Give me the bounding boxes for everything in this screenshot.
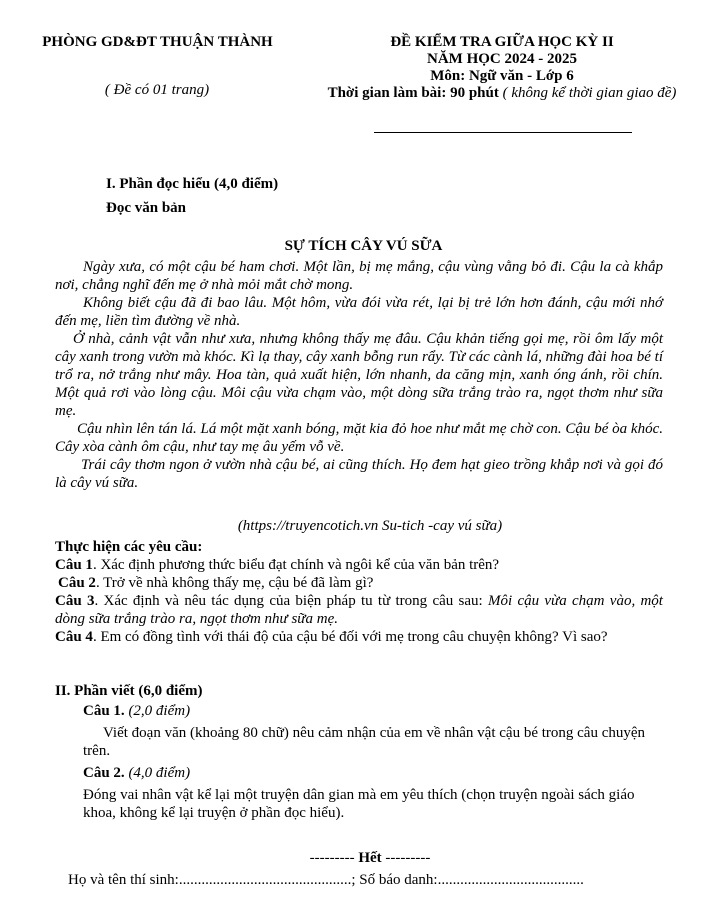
end-dashes: --------- [309,850,355,866]
candidate-info: Họ và tên thí sinh:..............................................; Số báo danh:....................................... [68,872,584,888]
writing-q2-heading [55,764,663,782]
part1-title: I. Phần đọc hiểu (4,0 điểm) [106,176,279,192]
question-label: Câu 4 [55,629,93,645]
question-label: Câu 3 [55,593,95,609]
exam-header [306,34,698,102]
school-year: NĂM HỌC 2024 - 2025 [427,51,577,67]
writing-q1-heading [55,702,663,720]
header-underline [374,132,632,133]
story-title: SỰ TÍCH CÂY VÚ SỮA [284,238,443,254]
question-quote: Môi cậu vừa chạm vào, một dòng sữa trắng trào ra, ngọt thơm như sữa mẹ. [55,593,663,627]
tasks-section [55,538,663,646]
time-note: ( không kể thời gian giao đề) [502,85,677,101]
question-3 [55,592,663,628]
tasks-title: Thực hiện các yêu cầu: [55,539,203,555]
story-paragraph: Ở nhà, cảnh vật vẫn như xưa, nhưng không thấy mẹ đâu. Cậu khản tiếng gọi mẹ, rồi ôm lấy một cây xanh trong vườn mà khóc. Kì lạ thay, cây xanh bỗng run rẩy. Từ các cành lá, những đài hoa bé tí trổ ra, nở trắng như mây. Hoa tàn, quả xuất hiện, lớn nhanh, da căng mịn, xanh óng ánh, rồi chín. Một quả rơi vào lòng cậu. Môi cậu vừa chạm vào, một dòng sữa trắng trào ra, ngọt thơm như sữa mẹ. [55,331,663,419]
question-text: . Xác định phương thức biểu đạt chính và ngôi kể của văn bản trên? [92,557,500,573]
writing-q2-text: Đóng vai nhân vật kể lại một truyện dân gian mà em yêu thích (chọn truyện ngoài sách giáo khoa, không kể lại truyện ở phần đọc hiểu). [83,787,635,821]
question-1 [55,556,663,574]
question-label: Câu 2 [58,575,96,591]
end-word: Hết [358,850,382,866]
question-4 [55,628,663,646]
question-text: . Trở về nhà không thấy mẹ, cậu bé đã làm gì? [95,575,374,591]
subject: Môn: Ngữ văn - Lớp 6 [430,68,574,84]
question-label: Câu 2. [83,765,125,781]
question-points: (4,0 điểm) [128,765,191,781]
end-marker [0,850,727,867]
time-label: Thời gian làm bài: 90 phút [327,85,499,101]
story-paragraph: Không biết cậu đã đi bao lâu. Một hôm, vừa đói vừa rét, lại bị trẻ lớn hơn đánh, cậu mới nhớ đến mẹ, liền tìm đường về nhà. [55,295,663,329]
question-points: (2,0 điểm) [128,703,191,719]
story-source: (https://truyencotich.vn Su-tich -cay vú sữa) [237,518,503,534]
question-2 [55,574,663,592]
exam-title: ĐỀ KIỂM TRA GIỮA HỌC KỲ II [390,34,614,50]
question-label: Câu 1 [55,557,93,573]
story-paragraph: Ngày xưa, có một cậu bé ham chơi. Một lần, bị mẹ mắng, cậu vùng vằng bỏ đi. Cậu la cà khắp nơi, chẳng nghĩ đến mẹ ở nhà mỏi mắt chờ mong. [55,259,663,293]
writing-q1-text: Viết đoạn văn (khoảng 80 chữ) nêu cảm nhận của em về nhân vật cậu bé trong câu chuyện trên. [83,725,646,759]
question-label: Câu 1. [83,703,125,719]
part2-title: II. Phần viết (6,0 điểm) [55,683,203,699]
pages-note: ( Đề có 01 trang) [104,82,210,98]
story-paragraph: Cậu nhìn lên tán lá. Lá một mặt xanh bóng, mặt kia đỏ hoe như mắt mẹ chờ con. Cậu bé òa khóc. Cây xòa cành ôm cậu, như tay mẹ âu yếm vỗ về. [55,421,663,455]
story-paragraph: Trái cây thơm ngon ở vườn nhà cậu bé, ai cũng thích. Họ đem hạt gieo trồng khắp nơi và gọi đó là cây vú sữa. [55,457,663,491]
question-text: . Xác định và nêu tác dụng của biện pháp tu từ trong câu sau: [94,593,488,609]
read-label: Đọc văn bản [106,200,187,216]
end-dashes: --------- [385,850,431,866]
department-name: PHÒNG GD&ĐT THUẬN THÀNH [42,34,273,50]
question-text: . Em có đồng tình với thái độ của cậu bé đối với mẹ trong câu chuyện không? Vì sao? [92,629,608,645]
part2-section [55,682,663,822]
story-body [55,258,663,492]
